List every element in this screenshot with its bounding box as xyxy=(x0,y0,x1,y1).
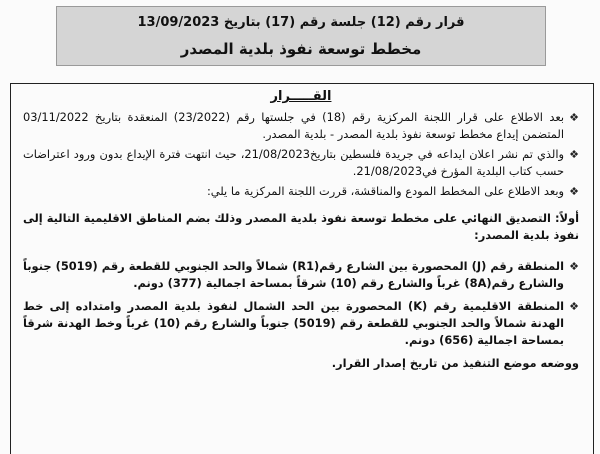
diamond-bullet-icon: ❖ xyxy=(569,260,579,273)
decision-title: القـــــرار xyxy=(270,89,332,104)
bullet-item xyxy=(23,109,579,143)
diamond-bullet-icon: ❖ xyxy=(569,185,579,198)
decision-number-line: قرار رقم (12) جلسة رقم (17) بتاريخ 13/09/2023 xyxy=(137,15,465,30)
diamond-bullet-icon: ❖ xyxy=(569,148,579,161)
region-item xyxy=(23,258,579,292)
diamond-bullet-icon: ❖ xyxy=(569,300,579,313)
bullet-text: والذي تم نشر اعلان ايداعه في جريدة فلسطين بتاريخ21/08/2023، حيث انتهت فترة الإيداع بدون ورود اعتراضات حسب كتاب البلدية المؤرخ في21/08/2023. xyxy=(23,147,564,178)
closing-statement: ووضعه موضع التنفيذ من تاريخ إصدار القرار. xyxy=(331,356,579,370)
decision-subject-line: مخطط توسعة نفوذ بلدية المصدر xyxy=(180,40,422,58)
bullet-text: بعد الاطلاع على قرار اللجنة المركزية رقم (18) في جلستها رقم (23/2022) المنعقدة بتاريخ 03/11/2022 المتضمن إيداع مخطط توسعة نفوذ بلدية المصدر - بلدية المصدر. xyxy=(23,110,565,141)
region-item xyxy=(23,298,579,349)
decision-body xyxy=(10,83,594,454)
decision-header xyxy=(56,6,546,66)
bullet-text: وبعد الاطلاع على المخطط المودع والمناقشة، قررت اللجنة المركزية ما يلي: xyxy=(206,184,564,198)
first-clause: أولاً: التصديق النهائي على مخطط توسعة نفوذ بلدية المصدر وذلك بضم المناطق الاقليمية التالية إلى نفوذ بلدية المصدر: xyxy=(23,211,579,242)
region-text: المنطقة رقم (J) المحصورة بين الشارع رقم(R1) شمالاً والحد الجنوبي للقطعة رقم (5019) جنوباً والشارع رقم(8A) غرباً والشارع رقم (10) شرقاً بمساحة اجمالية (377) دونم. xyxy=(23,259,564,290)
bullet-item xyxy=(23,183,579,200)
region-text: المنطقة الاقليمية رقم (K) المحصورة بين الحد الشمال لنفوذ بلدية المصدر وامتداده إلى خط الهدنة شمالاً والحد الجنوبي للقطعة رقم (5019) جنوباً والشارع رقم (10) غرباً وخط الهدنة شرقاً بمساحة اجمالية (656) دونم. xyxy=(23,299,565,347)
diamond-bullet-icon: ❖ xyxy=(569,111,579,124)
bullet-item xyxy=(23,146,579,180)
